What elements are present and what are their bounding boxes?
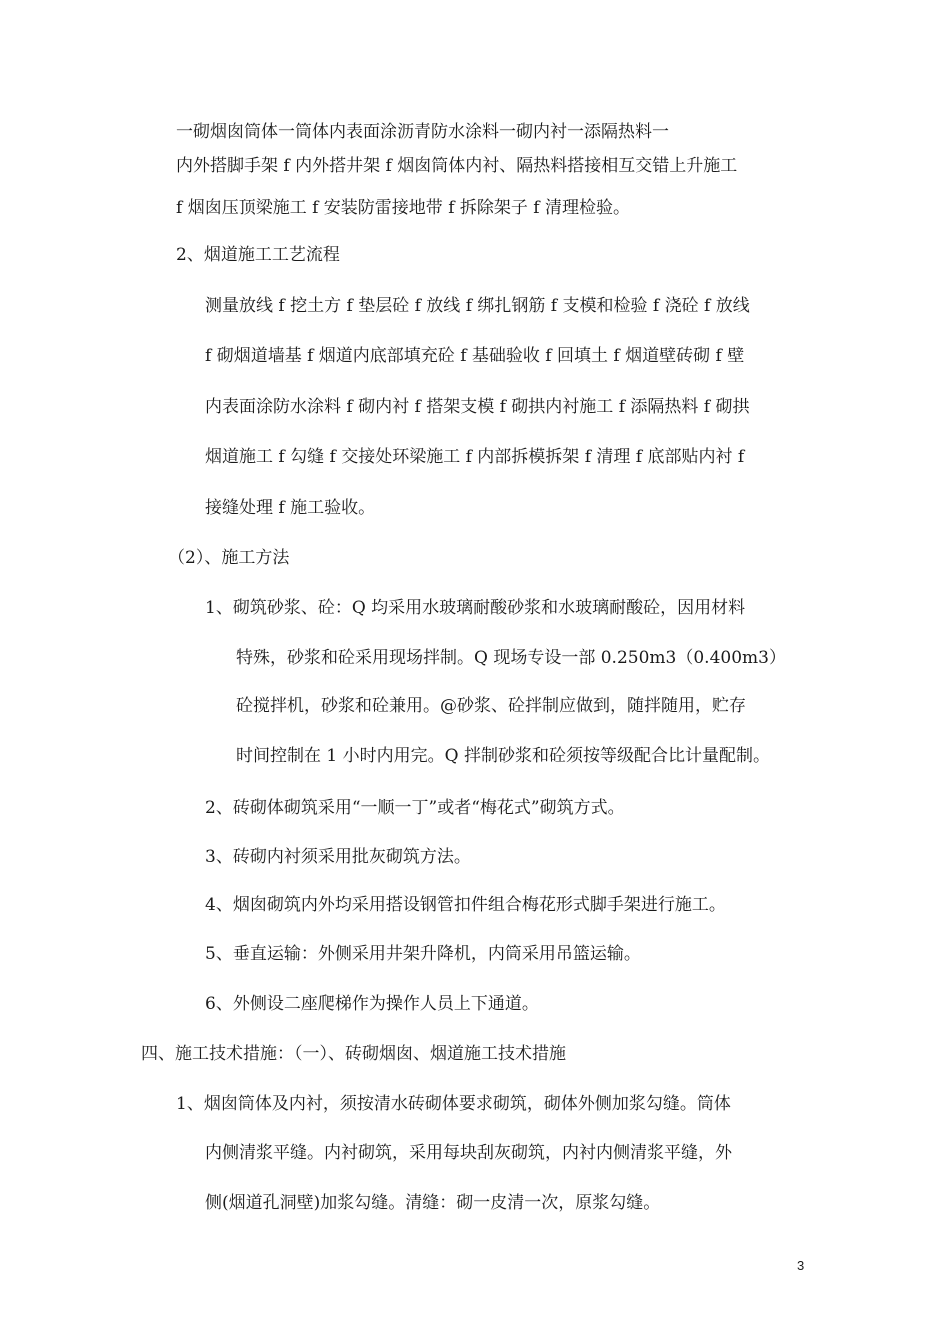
text-line: 砼搅拌机，砂浆和砼兼用。@砂浆、砼拌制应做到，随拌随用，贮存: [236, 696, 746, 716]
text-line: 1、烟囱筒体及内衬，须按清水砖砌体要求砌筑，砌体外侧加浆勾缝。筒体: [176, 1094, 731, 1114]
text-line: 5、垂直运输：外侧采用井架升降机，内筒采用吊篮运输。: [205, 944, 641, 964]
text-line: 6、外侧设二座爬梯作为操作人员上下通道。: [205, 994, 539, 1014]
text-line: 2、砖砌体砌筑采用“一顺一丁”或者“梅花式”砌筑方式。: [205, 798, 625, 818]
text-line: 侧(烟道孔洞壁)加浆勾缝。清缝：砌一皮清一次，原浆勾缝。: [205, 1193, 661, 1213]
text-line: f 烟囱压顶梁施工 f 安装防雷接地带 f 拆除架子 f 清理检验。: [176, 198, 630, 218]
text-line: 4、烟囱砌筑内外均采用搭设钢管扣件组合梅花形式脚手架进行施工。: [205, 895, 726, 915]
text-line: 1、砌筑砂浆、砼：Q 均采用水玻璃耐酸砂浆和水玻璃耐酸砼，因用材料: [205, 598, 746, 618]
text-line: 内表面涂防水涂料 f 砌内衬 f 搭架支模 f 砌拱内衬施工 f 添隔热料 f 砌拱: [205, 397, 750, 417]
section-heading: 四、施工技术措施：（一）、砖砌烟囱、烟道施工技术措施: [141, 1044, 566, 1064]
section-heading: （2）、施工方法: [168, 548, 290, 568]
text-line: 内侧清浆平缝。内衬砌筑，采用每块刮灰砌筑，内衬内侧清浆平缝，外: [205, 1143, 732, 1163]
text-line: 测量放线 f 挖土方 f 垫层砼 f 放线 f 绑扎钢筋 f 支模和检验 f 浇砼 f 放线: [205, 296, 750, 316]
page-number: 3: [797, 1258, 805, 1273]
text-line: 时间控制在 1 小时内用完。Q 拌制砂浆和砼须按等级配合比计量配制。: [236, 746, 770, 766]
text-line: 内外搭脚手架 f 内外搭井架 f 烟囱筒体内衬、隔热料搭接相互交错上升施工: [176, 156, 738, 176]
text-line: 一砌烟囱筒体一筒体内表面涂沥青防水涂料一砌内衬一添隔热料一: [176, 122, 669, 142]
text-line: 3、砖砌内衬须采用批灰砌筑方法。: [205, 847, 471, 867]
section-heading: 2、烟道施工工艺流程: [176, 245, 340, 265]
text-line: 特殊，砂浆和砼采用现场拌制。Q 现场专设一部 0.250m3（0.400m3）: [236, 648, 786, 668]
text-line: f 砌烟道墙基 f 烟道内底部填充砼 f 基础验收 f 回填土 f 烟道壁砖砌 f 壁: [205, 346, 745, 366]
text-line: 烟道施工 f 勾缝 f 交接处环梁施工 f 内部拆模拆架 f 清理 f 底部贴内衬 f: [205, 447, 745, 467]
text-line: 接缝处理 f 施工验收。: [205, 498, 376, 518]
